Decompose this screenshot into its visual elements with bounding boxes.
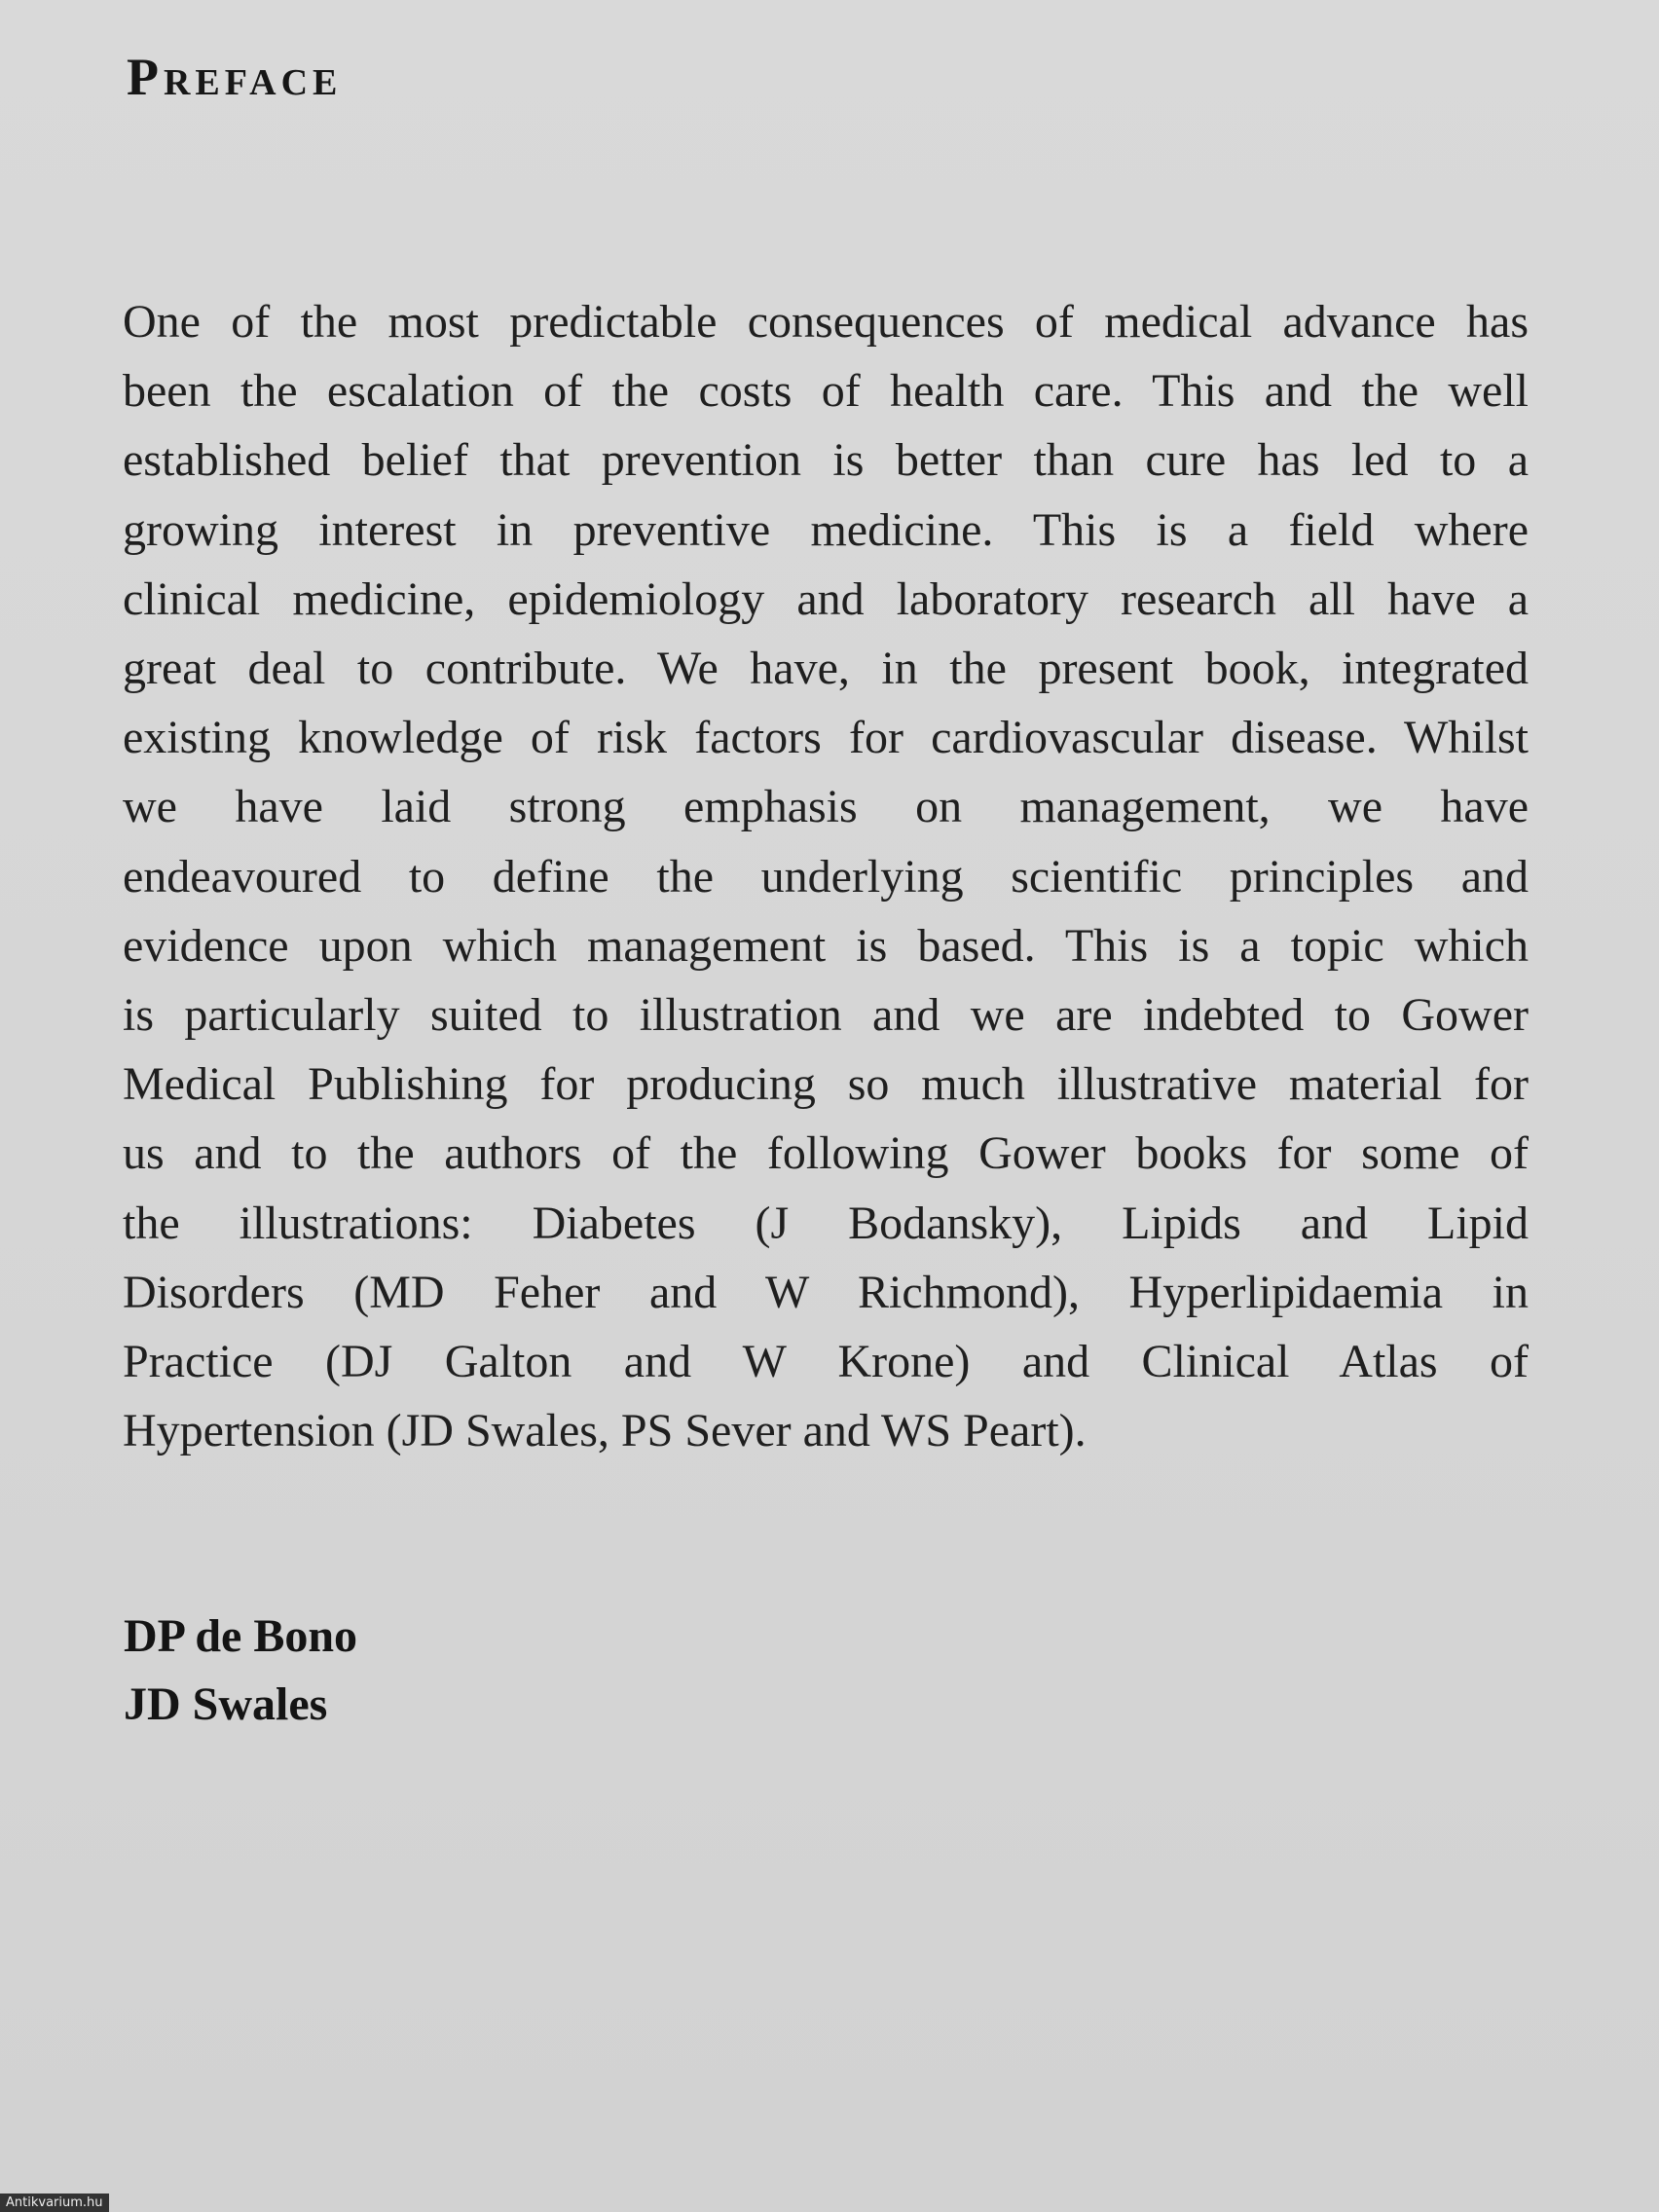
paragraph-line: is particularly suited to illustration and we are indebted to Gower (123, 989, 1529, 1042)
paragraph-line: Practice (DJ Galton and W Krone) and Clinical Atlas of (123, 1336, 1529, 1388)
paragraph-line: endeavoured to define the underlying scientific principles and (123, 850, 1529, 903)
paragraph-line: growing interest in preventive medicine. This is a field where (123, 503, 1529, 556)
author-name: JD Swales (124, 1678, 328, 1730)
author-signatures (124, 1603, 357, 1739)
paragraph-line: us and to the authors of the following Gower books for some of (123, 1127, 1529, 1180)
paragraph-line: One of the most predictable consequences of medical advance has (123, 296, 1529, 348)
paragraph-line: great deal to contribute. We have, in the present book, integrated (123, 643, 1529, 695)
page-title: Preface (127, 48, 343, 106)
preface-paragraph (123, 287, 1529, 1465)
paragraph-line: evidence upon which management is based. This is a topic which (123, 919, 1529, 972)
paragraph-line: we have laid strong emphasis on management, we have (123, 781, 1529, 833)
paragraph-line: Medical Publishing for producing so much illustrative material for (123, 1058, 1529, 1111)
paragraph-line: the illustrations: Diabetes (J Bodansky), Lipids and Lipid (123, 1197, 1529, 1249)
paragraph-line: Hypertension (JD Swales, PS Sever and WS Peart). (123, 1405, 1087, 1457)
paragraph-line: existing knowledge of risk factors for cardiovascular disease. Whilst (123, 712, 1529, 764)
paragraph-line: Disorders (MD Feher and W Richmond), Hyperlipidaemia in (123, 1266, 1529, 1318)
paragraph-line: established belief that prevention is better than cure has led to a (123, 434, 1529, 487)
watermark: Antikvarium.hu (0, 2194, 109, 2212)
author-name: DP de Bono (124, 1610, 358, 1662)
paragraph-line: been the escalation of the costs of health care. This and the well (123, 365, 1529, 418)
paragraph-line: clinical medicine, epidemiology and laboratory research all have a (123, 572, 1529, 625)
